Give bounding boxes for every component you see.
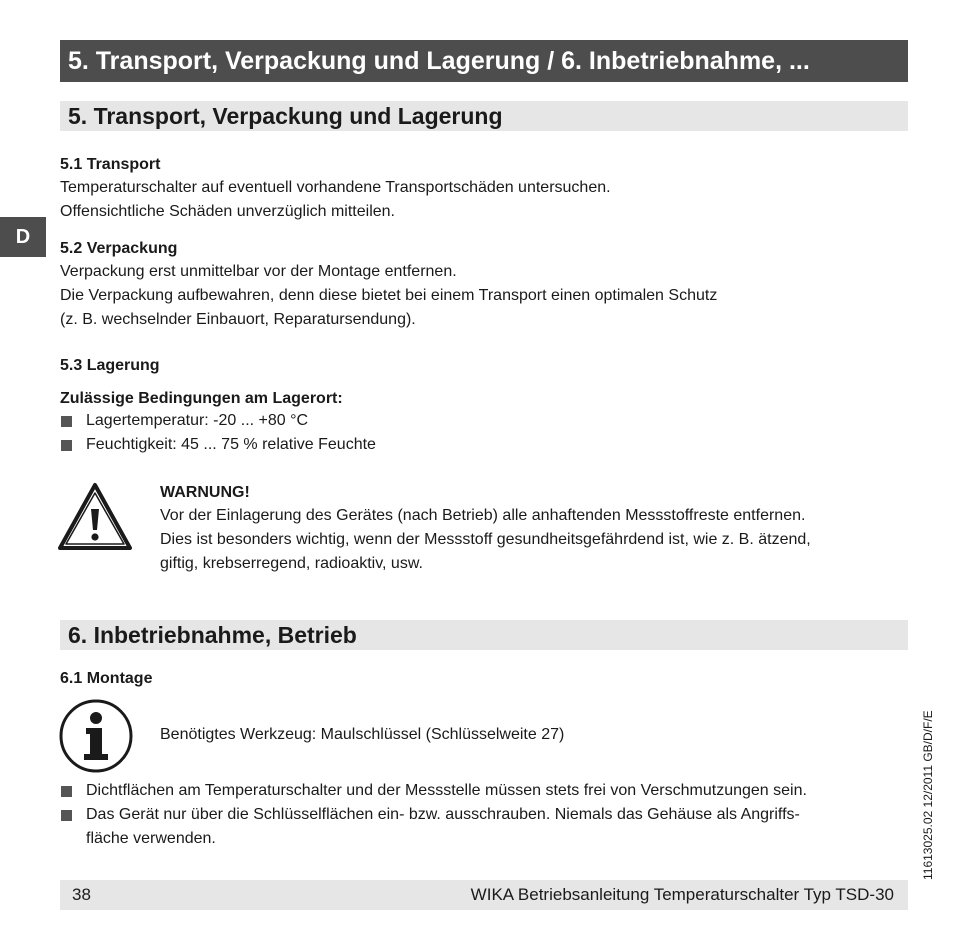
subsection-5-2-heading: 5.2 Verpackung: [60, 240, 178, 257]
mounting-bullet-2-line-2: fläche verwenden.: [86, 830, 216, 847]
packaging-text-line-2: Die Verpackung aufbewahren, denn diese bietet bei einem Transport einen optimalen Schutz: [60, 287, 718, 304]
page-number: 38: [72, 885, 91, 904]
language-tab: D: [0, 217, 46, 257]
info-icon: [58, 698, 134, 774]
mounting-bullet-2-line-1: Das Gerät nur über die Schlüsselflächen ein- bzw. ausschrauben. Niemals das Gehäuse als Angriffs-: [86, 806, 800, 823]
bullet-square-icon: [61, 810, 72, 821]
bullet-square-icon: [61, 416, 72, 427]
document-code: 11613025.02 12/2011 GB/D/F/E: [921, 710, 935, 880]
storage-conditions-heading: Zulässige Bedingungen am Lagerort:: [60, 390, 343, 407]
warning-text-line-1: Vor der Einlagerung des Gerätes (nach Betrieb) alle anhaftenden Messstoffreste entfernen.: [160, 507, 806, 524]
subsection-5-1-heading: 5.1 Transport: [60, 156, 161, 173]
warning-title: WARNUNG!: [160, 484, 250, 501]
storage-bullet-humidity: Feuchtigkeit: 45 ... 75 % relative Feuchte: [86, 436, 376, 453]
packaging-text-line-1: Verpackung erst unmittelbar vor der Montage entfernen.: [60, 263, 457, 280]
section-5-heading: 5. Transport, Verpackung und Lagerung: [60, 101, 908, 131]
required-tool-text: Benötigtes Werkzeug: Maulschlüssel (Schlüsselweite 27): [160, 726, 565, 743]
subsection-6-1-heading: 6.1 Montage: [60, 670, 153, 687]
warning-text-line-3: giftig, krebserregend, radioaktiv, usw.: [160, 555, 423, 572]
bullet-square-icon: [61, 440, 72, 451]
warning-triangle-icon: [57, 482, 133, 552]
bullet-square-icon: [61, 786, 72, 797]
footer-title: WIKA Betriebsanleitung Temperaturschalter Typ TSD-30: [470, 885, 894, 904]
warning-text-line-2: Dies ist besonders wichtig, wenn der Messstoff gesundheitsgefährdend ist, wie z. B. ätzend,: [160, 531, 811, 548]
subsection-5-3-heading: 5.3 Lagerung: [60, 357, 160, 374]
packaging-text-line-3: (z. B. wechselnder Einbauort, Reparatursendung).: [60, 311, 416, 328]
transport-text-line-2: Offensichtliche Schäden unverzüglich mitteilen.: [60, 203, 395, 220]
page-banner: 5. Transport, Verpackung und Lagerung / 6. Inbetriebnahme, ...: [60, 40, 908, 82]
mounting-bullet-1-line-1: Dichtflächen am Temperaturschalter und der Messstelle müssen stets frei von Verschmutzungen sein.: [86, 782, 807, 799]
storage-bullet-temperature: Lagertemperatur: -20 ... +80 °C: [86, 412, 309, 429]
transport-text-line-1: Temperaturschalter auf eventuell vorhandene Transportschäden untersuchen.: [60, 179, 611, 196]
section-6-heading: 6. Inbetriebnahme, Betrieb: [60, 620, 908, 650]
